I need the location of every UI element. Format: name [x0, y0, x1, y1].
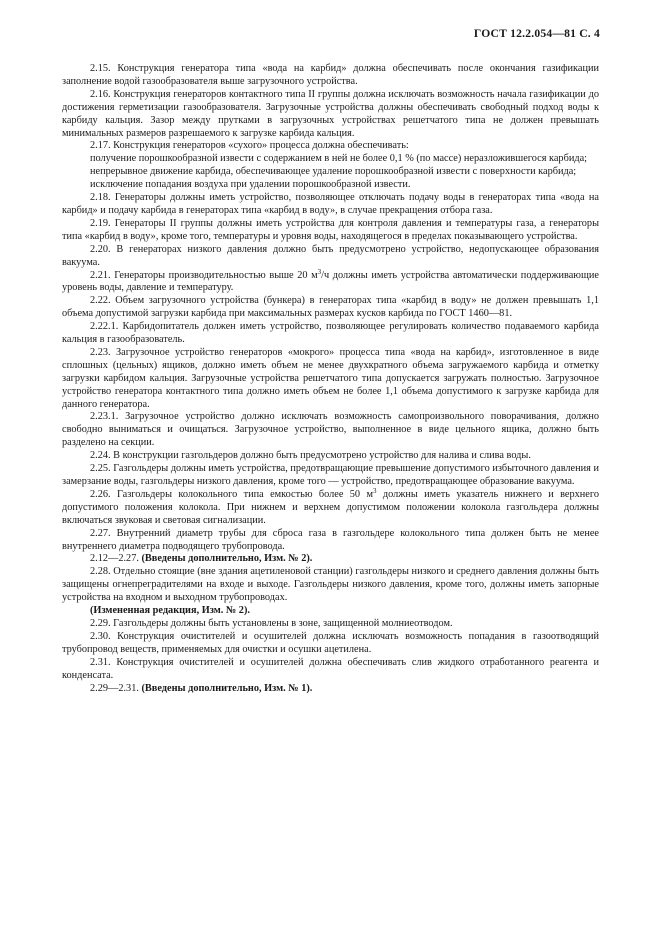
paragraph-2-24: 2.24. В конструкции газгольдеров должно быть предусмотрено устройство для налива и слива воды.	[90, 450, 531, 462]
cubic-superscript: 3	[317, 267, 322, 276]
paragraph-2-19: 2.19. Генераторы II группы должны иметь устройства для контроля давления и температуры газа, а генераторы типа «карбид в воду», кроме того, температуры и уровня воды, находящегося в пределах показывающего устройства.	[62, 217, 599, 242]
amendment-note-1	[62, 553, 599, 566]
document-body	[62, 63, 599, 695]
paragraph-2-16: 2.16. Конструкция генераторов контактного типа II группы должна исключать возможность начала газификации до достижения герметизации газообразователя. Загрузочные устройства должны обеспечивать свободный подход воды к карбиду кальция. Зазор между прутками в загрузочных устройствах решетчатого типа не должен превышать минимальных размеров разрешаемого к загрузке карбида кальция.	[62, 88, 599, 139]
paragraph-2-21	[62, 267, 599, 296]
amendment-note-3	[62, 683, 599, 696]
paragraph-2-17-item-2: непрерывное движение карбида, обеспечивающее удаление порошкообразной извести с поверхности карбида;	[90, 166, 577, 178]
amendment-text: (Измененная редакция, Изм. № 2).	[90, 605, 250, 617]
paragraph-2-22: 2.22. Объем загрузочного устройства (бункера) в генераторах типа «карбид в воду» не должен превышать 1,1 объема допустимой загрузки карбида при максимальных размерах кусков карбида по ГОСТ 1460—81.	[62, 295, 599, 320]
paragraph-2-21-end: /ч должны иметь устройства автоматически поддерживающие уровень воды, давление и температуру.	[62, 269, 599, 294]
paragraph-2-31: 2.31. Конструкция очистителей и осушителей должна обеспечивать слив жидкого отработанного реагента и конденсата.	[62, 656, 599, 681]
paragraph-2-27: 2.27. Внутренний диаметр трубы для сброса газа в газгольдере колокольного типа должен быть не менее внутреннего диаметра подводящего трубопровода.	[62, 527, 599, 552]
amendment-text: (Введены дополнительно, Изм. № 1).	[141, 682, 313, 694]
paragraph-2-26	[62, 486, 599, 528]
paragraph-2-29: 2.29. Газгольдеры должны быть установлены в зоне, защищенной молниеотводом.	[90, 617, 453, 629]
page-header: ГОСТ 12.2.054—81 С. 4	[473, 27, 600, 40]
cubic-superscript: 3	[372, 486, 377, 495]
paragraph-2-26-start: 2.26. Газгольдеры колокольного типа емкостью более 50 м	[90, 488, 373, 500]
amendment-note-2	[62, 605, 599, 618]
paragraph-2-17-item-1: получение порошкообразной извести с содержанием в ней не более 0,1 % (по массе) неразложившегося карбида;	[90, 153, 588, 165]
paragraph-2-25: 2.25. Газгольдеры должны иметь устройства, предотвращающие превышение допустимого избыточного давления и замерзание воды, газгольдеры низкого давления, кроме того — устройство, предотвращающее образование вакуума.	[62, 463, 599, 487]
paragraph-2-28: 2.28. Отдельно стоящие (вне здания ацетиленовой станции) газгольдеры низкого и среднего давления должны быть защищены огнепреградителями на входе и выходе. Газгольдеры низкого давления, кроме того, должны иметь запорные устройства на входном и выходном трубопроводах.	[62, 566, 599, 604]
paragraph-2-21-start: 2.21. Генераторы производительностью выше 20 м	[90, 269, 318, 281]
paragraph-2-22-1: 2.22.1. Карбидопитатель должен иметь устройство, позволяющее регулировать количество подаваемого карбида кальция в газообразователь.	[62, 321, 599, 346]
paragraph-2-20: 2.20. В генераторах низкого давления должно быть предусмотрено устройство, недопускающее образования вакуума.	[62, 243, 599, 268]
paragraph-2-17: 2.17. Конструкция генераторов «сухого» процесса должна обеспечивать:	[90, 140, 409, 152]
amendment-range: 2.12—2.27.	[90, 553, 139, 565]
paragraph-2-18: 2.18. Генераторы должны иметь устройство, позволяющее отключать подачу воды в генераторах типа «вода на карбид» и подачу карбида в генераторах типа «карбид в воду», в случае прекращения отбора газа.	[62, 192, 599, 216]
paragraph-2-30: 2.30. Конструкция очистителей и осушителей должна исключать возможность попадания в газоотводящий трубопровод веществ, применяемых для очистки и осушки ацетилена.	[62, 630, 599, 655]
paragraph-2-23-1: 2.23.1. Загрузочное устройство должно исключать возможность самопроизвольного поворачивания, должно свободно выниматься и очищаться. Загрузочное устройство, выполненное в виде цельного ящика, должно быть разделено на секции.	[62, 411, 599, 449]
amendment-range: 2.29—2.31.	[90, 682, 139, 694]
paragraph-2-23: 2.23. Загрузочное устройство генераторов «мокрого» процесса типа «вода на карбид», изготовленное в виде сплошных (цельных) ящиков, должно иметь объем не менее двухкратного объема загружаемого карбида и отметку загрузки карбидом кальция. Загрузочные устройства решетчатого типа допускается загружать полностью. Загрузочное устройство генератора контактного типа должно иметь объем не более 1,1 объема допустимого к загрузке карбида для данного генератора.	[62, 346, 599, 410]
paragraph-2-15: 2.15. Конструкция генератора типа «вода на карбид» должна обеспечивать после окончания газификации заполнение водой газообразователя выше загрузочного устройства.	[62, 63, 599, 87]
paragraph-2-17-item-3: исключение попадания воздуха при удалении порошкообразной извести.	[90, 179, 411, 191]
amendment-text: (Введены дополнительно, Изм. № 2).	[141, 553, 313, 565]
paragraph-2-26-end: должны иметь указатель нижнего и верхнего допустимого положения колокола. При нижнем и верхнем допустимом положении колокола газгольдера должны включаться звуковая и световая сигнализации.	[62, 488, 599, 526]
